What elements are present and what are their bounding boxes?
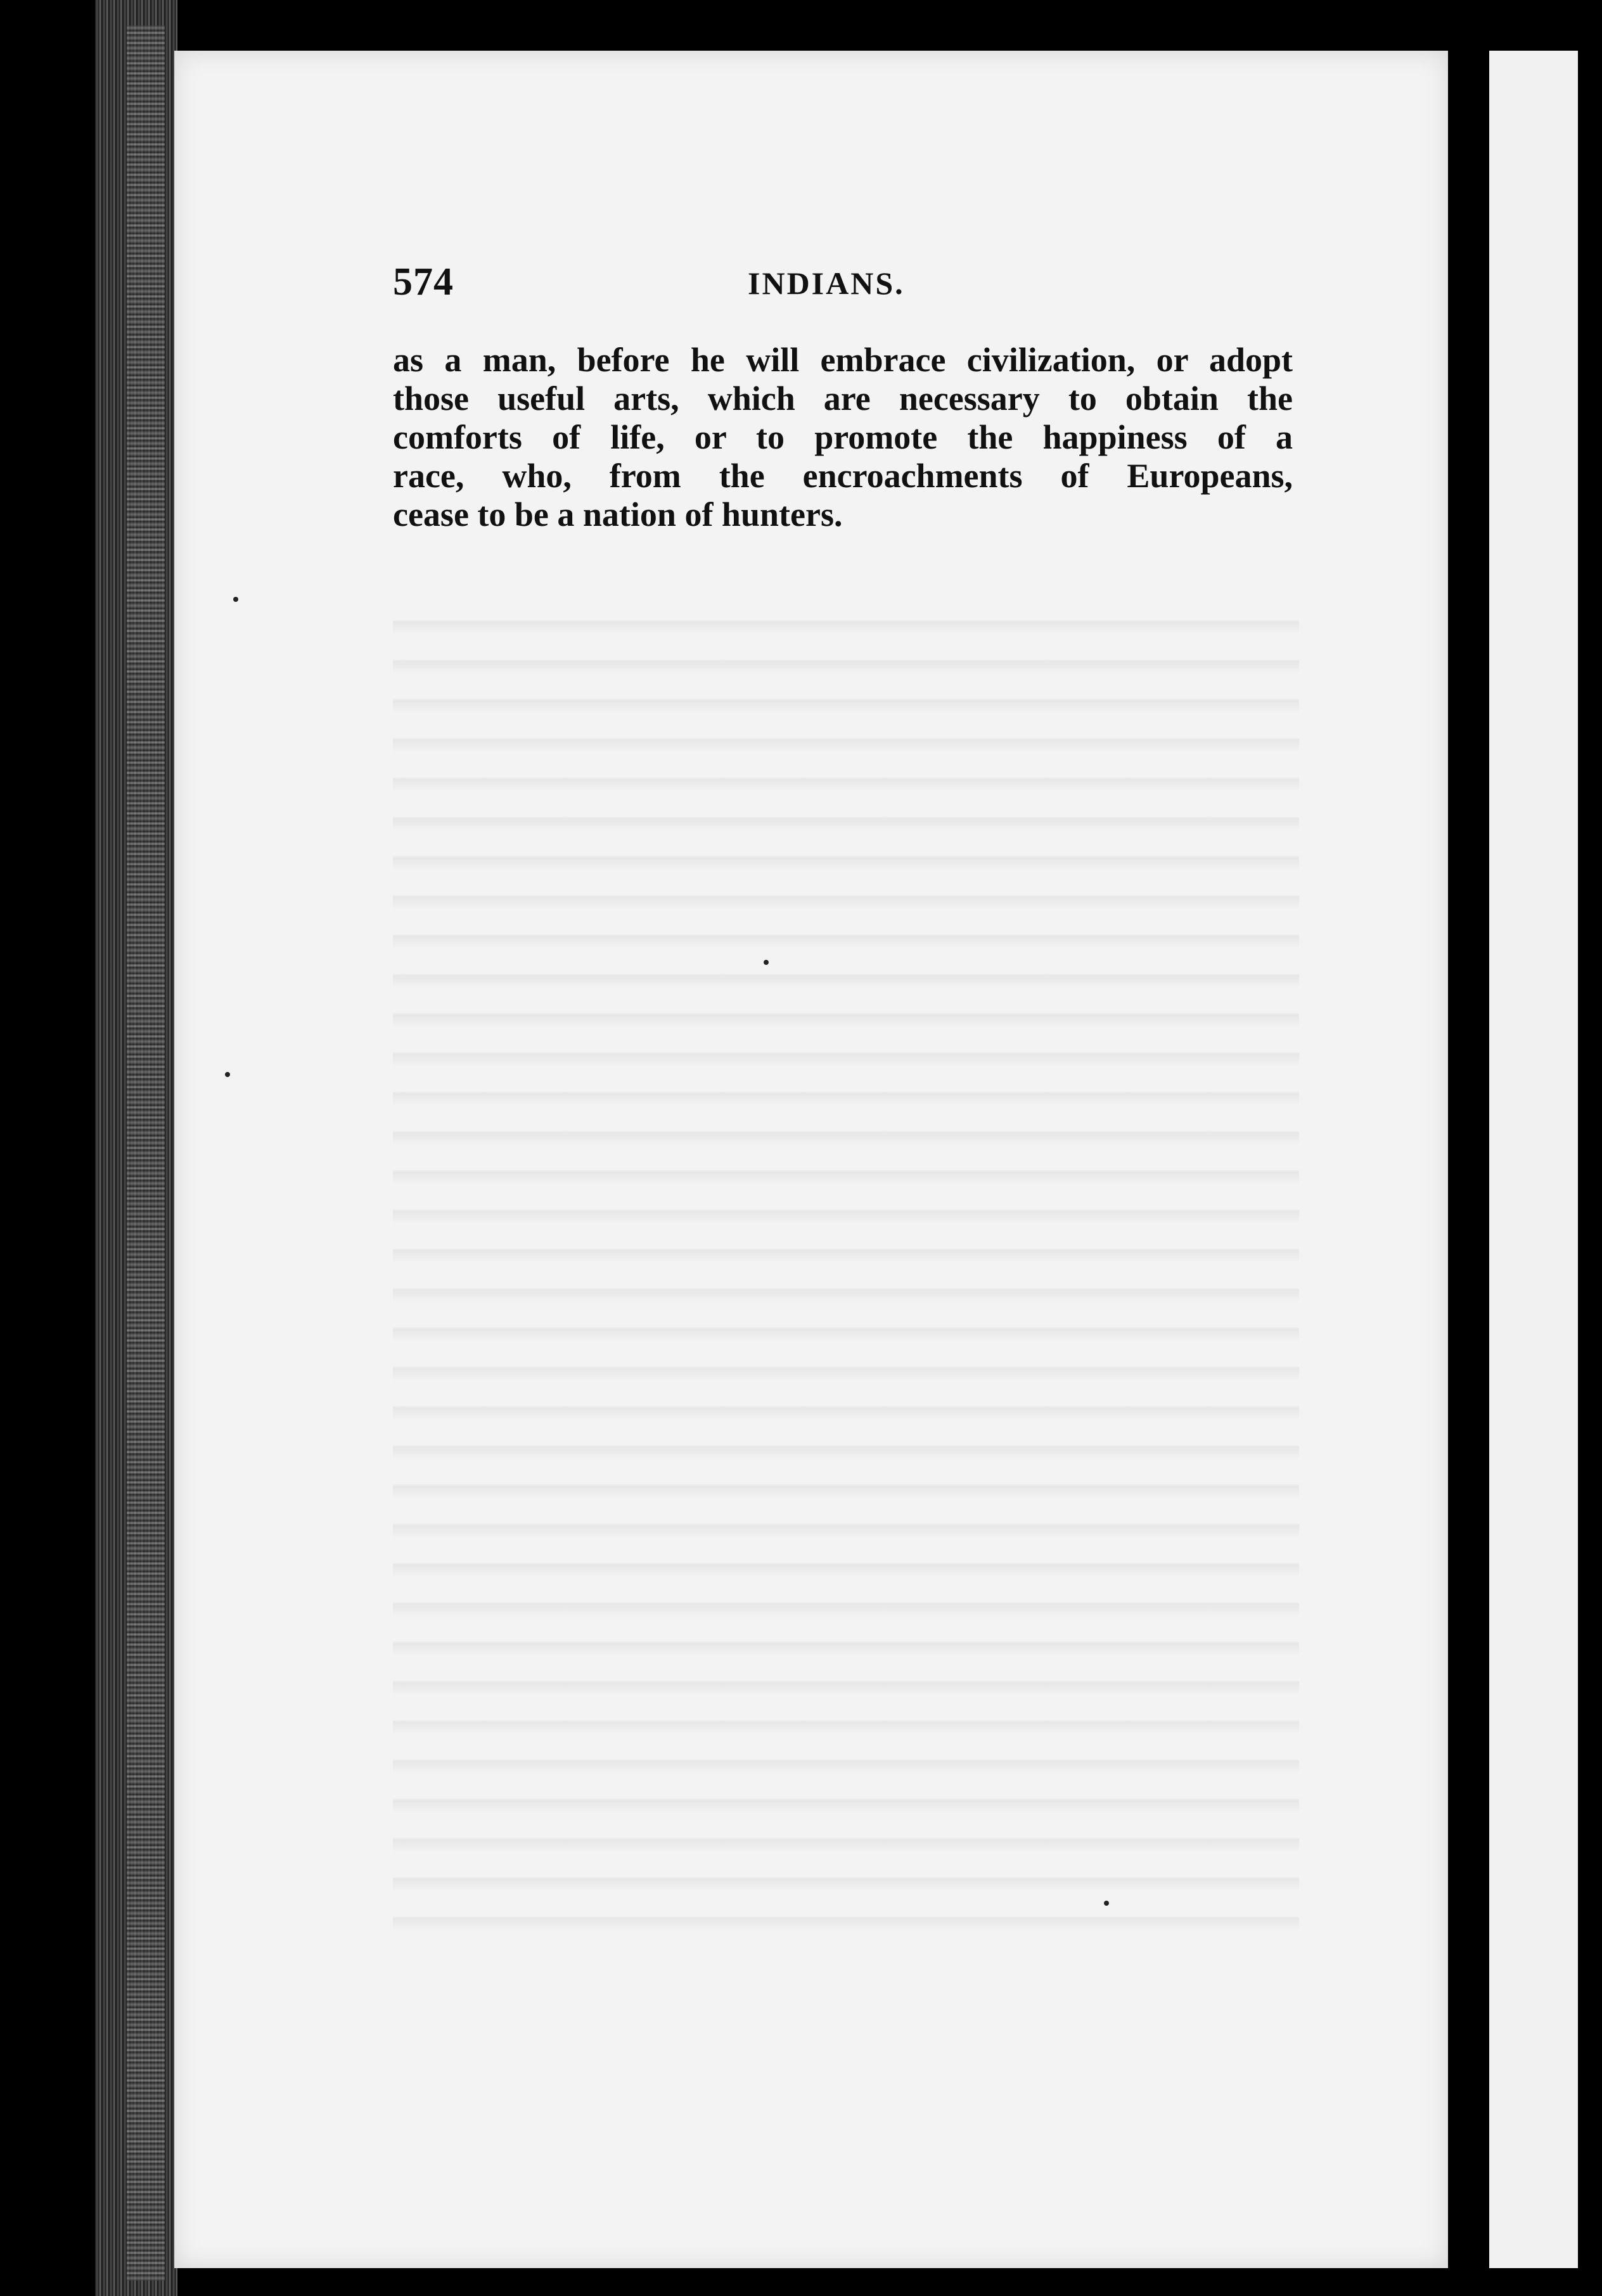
page-header	[393, 260, 1299, 317]
bleed-through-shading	[393, 596, 1299, 1932]
page-gutter	[1448, 38, 1489, 2281]
body-paragraph	[393, 341, 1293, 534]
page-number: 574	[393, 260, 454, 303]
dust-speck	[764, 960, 769, 965]
text-line: as a man, before he will embrace civilization, or adopt	[393, 341, 1293, 379]
text-line: cease to be a nation of hunters.	[393, 495, 843, 533]
book-edge-texture	[127, 25, 165, 2281]
running-head: INDIANS.	[748, 265, 905, 301]
text-line: race, who, from the encroachments of Europeans,	[393, 457, 1293, 495]
dust-speck	[225, 1072, 230, 1077]
facing-page-edge	[1489, 51, 1578, 2268]
text-line: those useful arts, which are necessary to obtain the	[393, 379, 1293, 418]
text-line: comforts of life, or to promote the happiness of a	[393, 418, 1293, 456]
dust-speck	[1104, 1901, 1109, 1906]
dust-speck	[233, 597, 238, 602]
